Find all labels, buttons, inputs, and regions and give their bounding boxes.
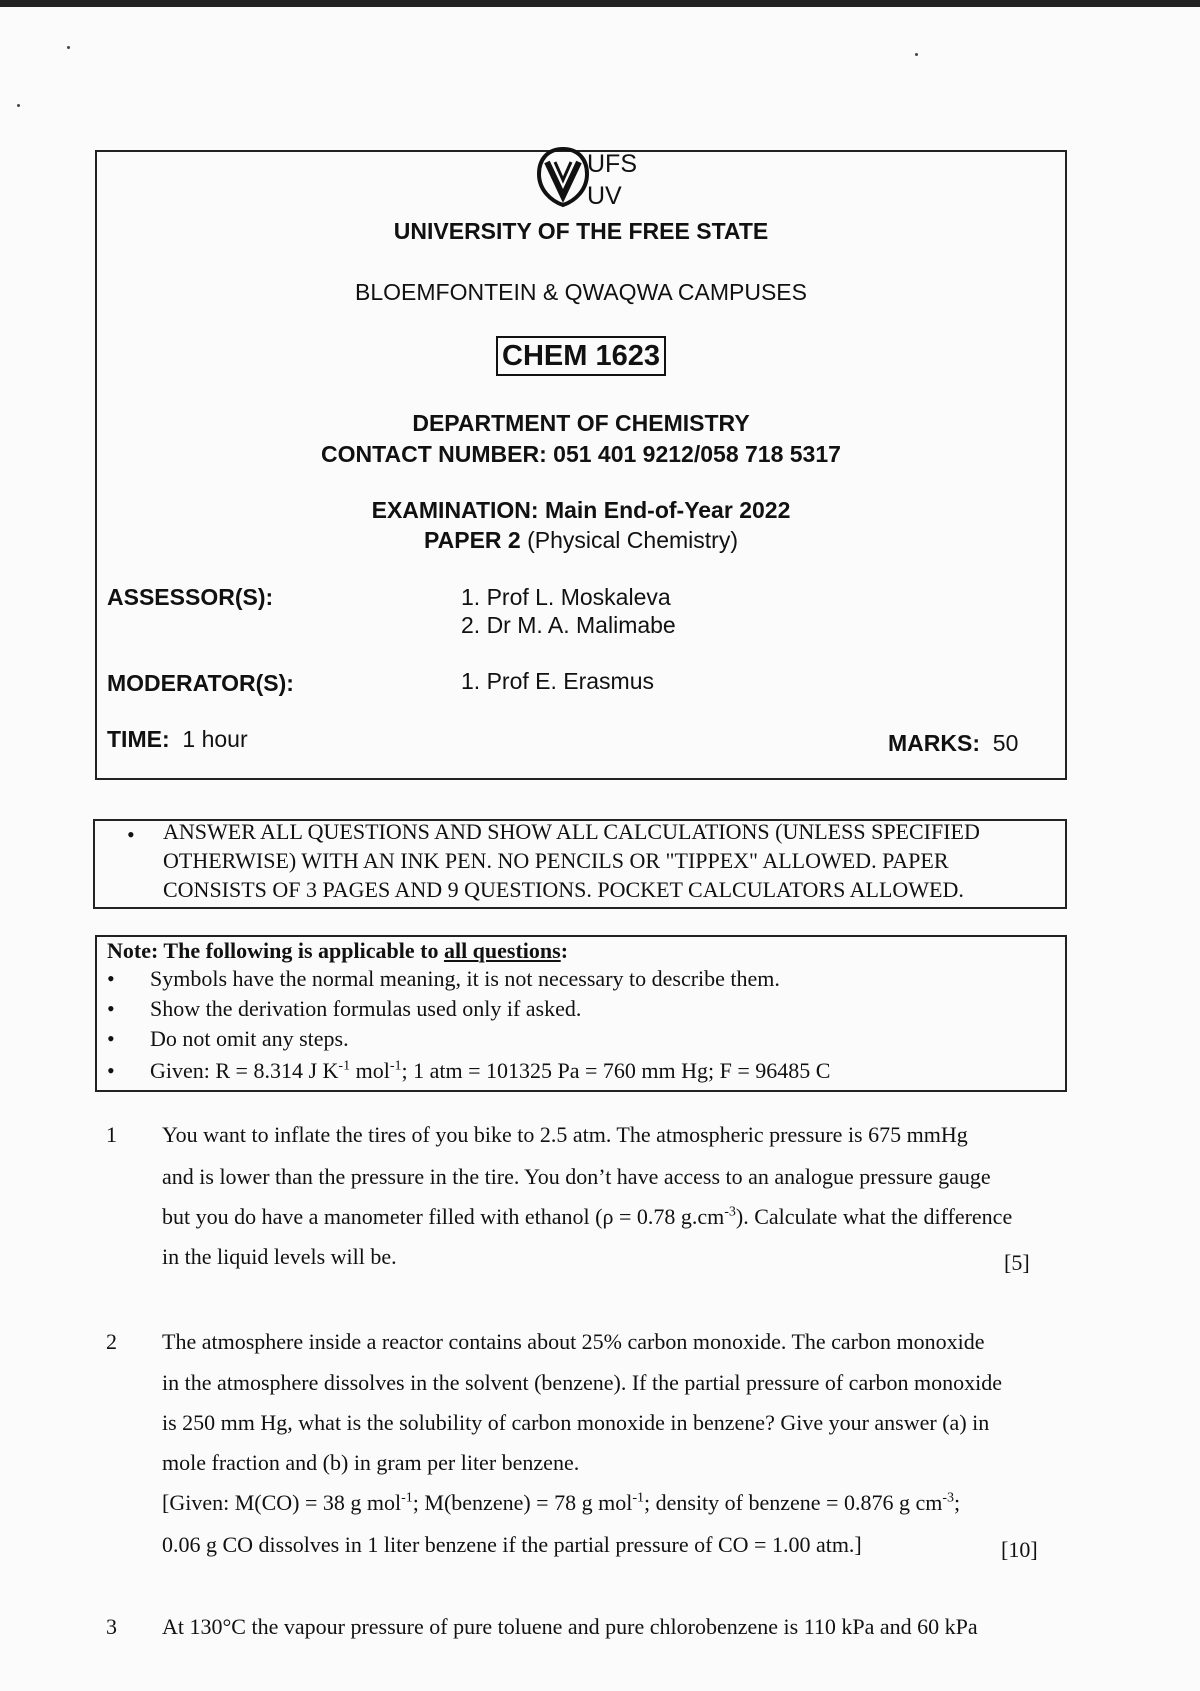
paper-subject: (Physical Chemistry) <box>527 527 738 553</box>
question-line: The atmosphere inside a reactor contains about 25% carbon monoxide. The carbon monoxide <box>162 1329 985 1354</box>
question-text: ; M(benzene) = 78 g mol <box>412 1490 633 1515</box>
logo-text-ufs: UFS <box>587 150 637 178</box>
superscript: -1 <box>401 1490 413 1506</box>
time-label: TIME: <box>107 726 170 752</box>
campuses: BLOEMFONTEIN & QWAQWA CAMPUSES <box>355 279 807 305</box>
assessor-item: 2. Dr M. A. Malimabe <box>461 612 676 638</box>
scan-speck <box>915 53 918 56</box>
time-value: 1 hour <box>182 726 248 752</box>
superscript: -1 <box>389 1058 402 1074</box>
note-item: Symbols have the normal meaning, it is not necessary to describe them. <box>150 966 780 991</box>
question-text: ; density of benzene = 0.876 g cm <box>644 1490 943 1515</box>
superscript: -1 <box>632 1490 644 1506</box>
university-logo <box>535 146 655 216</box>
department: DEPARTMENT OF CHEMISTRY <box>412 410 750 436</box>
time-row <box>107 726 248 753</box>
note-heading <box>107 938 568 964</box>
shield-icon <box>535 146 591 208</box>
instruction-line: ANSWER ALL QUESTIONS AND SHOW ALL CALCULATIONS (UNLESS SPECIFIED <box>163 819 980 844</box>
note-heading-colon: : <box>560 938 569 963</box>
superscript: -3 <box>724 1204 736 1220</box>
question-given <box>162 1490 960 1516</box>
scan-top-edge <box>0 0 1200 7</box>
moderators-label: MODERATOR(S): <box>107 670 294 696</box>
given-text: ; 1 atm = 101325 Pa = 760 mm Hg; F = 96485 C <box>401 1058 831 1083</box>
note-heading-text: Note: The following is applicable to <box>107 938 444 963</box>
question-number: 3 <box>106 1614 117 1639</box>
assessor-item: 1. Prof L. Moskaleva <box>461 584 671 610</box>
question-line: 0.06 g CO dissolves in 1 liter benzene if the partial pressure of CO = 1.00 atm.] <box>162 1532 862 1557</box>
question-number: 2 <box>106 1329 117 1354</box>
paper-label: PAPER 2 <box>424 527 521 553</box>
scan-speck <box>67 46 70 49</box>
logo-text-uv: UV <box>587 182 622 210</box>
instruction-line: OTHERWISE) WITH AN INK PEN. NO PENCILS OR "TIPPEX" ALLOWED. PAPER <box>163 848 949 873</box>
exam-title: EXAMINATION: Main End-of-Year 2022 <box>371 497 791 523</box>
question-line: in the liquid levels will be. <box>162 1244 397 1269</box>
question-text: ; <box>954 1490 961 1515</box>
bullet: • <box>107 966 115 991</box>
question-marks: [10] <box>1001 1537 1038 1562</box>
question-line: You want to inflate the tires of you bike to 2.5 atm. The atmospheric pressure is 675 mmHg <box>162 1122 968 1147</box>
bullet: • <box>127 822 135 847</box>
note-heading-underlined: all questions <box>443 938 561 963</box>
question-line <box>162 1204 1012 1230</box>
marks-label: MARKS: <box>888 730 980 756</box>
scan-speck <box>17 104 20 107</box>
question-line: and is lower than the pressure in the tire. You don’t have access to an analogue pressure gauge <box>162 1164 991 1189</box>
bullet: • <box>107 996 115 1021</box>
marks-value: 50 <box>992 730 1019 756</box>
paper-title <box>95 527 1067 554</box>
question-line: in the atmosphere dissolves in the solvent (benzene). If the partial pressure of carbon monoxide <box>162 1370 1003 1395</box>
given-text: mol <box>350 1058 390 1083</box>
bullet: • <box>107 1058 115 1083</box>
superscript: -1 <box>338 1058 351 1074</box>
bullet: • <box>107 1026 115 1051</box>
question-number: 1 <box>106 1122 117 1147</box>
question-text: ). Calculate what the difference <box>735 1204 1013 1229</box>
course-code: CHEM 1623 <box>496 336 666 376</box>
note-given <box>150 1058 830 1084</box>
contact-number: CONTACT NUMBER: 051 401 9212/058 718 5317 <box>321 441 841 467</box>
question-text: [Given: M(CO) = 38 g mol <box>162 1490 402 1515</box>
note-item: Do not omit any steps. <box>150 1026 349 1051</box>
university-name: UNIVERSITY OF THE FREE STATE <box>393 218 769 244</box>
given-text: Given: R = 8.314 J K <box>150 1058 339 1083</box>
question-line: At 130°C the vapour pressure of pure toluene and pure chlorobenzene is 110 kPa and 60 kPa <box>162 1614 978 1639</box>
question-text: but you do have a manometer filled with ethanol (ρ = 0.78 g.cm <box>162 1204 725 1229</box>
moderator-item: 1. Prof E. Erasmus <box>461 668 655 694</box>
assessors-label: ASSESSOR(S): <box>107 584 274 610</box>
superscript: -3 <box>942 1490 955 1506</box>
question-line: is 250 mm Hg, what is the solubility of carbon monoxide in benzene? Give your answer (a) in <box>162 1410 990 1435</box>
question-line: mole fraction and (b) in gram per liter benzene. <box>162 1450 580 1475</box>
note-item: Show the derivation formulas used only if asked. <box>150 996 582 1021</box>
marks-row <box>888 730 1018 757</box>
question-marks: [5] <box>1004 1250 1030 1275</box>
instruction-line: CONSISTS OF 3 PAGES AND 9 QUESTIONS. POCKET CALCULATORS ALLOWED. <box>163 877 964 902</box>
course-code-wrapper <box>95 336 1067 376</box>
